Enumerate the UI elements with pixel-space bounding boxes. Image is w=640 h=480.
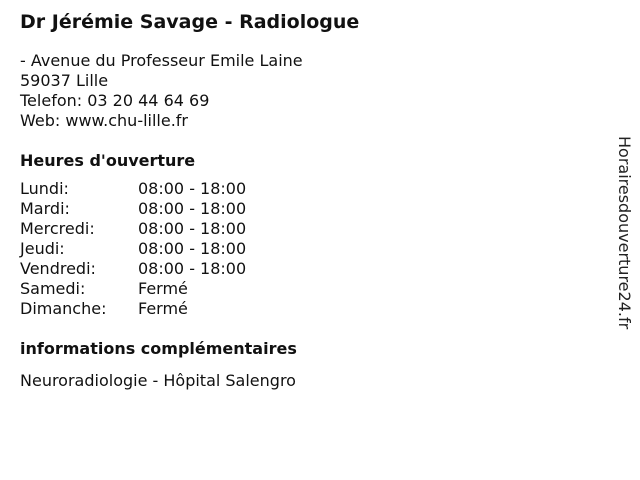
address-block (20, 51, 590, 131)
hours-row (20, 279, 590, 299)
day-label: Mardi: (20, 199, 70, 218)
page-title: Dr Jérémie Savage - Radiologue (20, 11, 360, 33)
day-label: Lundi: (20, 179, 69, 198)
day-label: Jeudi: (20, 239, 65, 258)
hours-row (20, 219, 590, 239)
hours-row (20, 239, 590, 259)
day-label: Dimanche: (20, 299, 107, 318)
additional-info-text: Neuroradiologie - Hôpital Salengro (20, 371, 296, 390)
day-label: Vendredi: (20, 259, 96, 278)
day-label: Samedi: (20, 279, 86, 298)
phone-number[interactable]: Telefon: 03 20 44 64 69 (20, 91, 210, 110)
hours-row (20, 199, 590, 219)
hours-row (20, 299, 590, 319)
hours-table (20, 179, 590, 319)
day-hours: Fermé (138, 299, 188, 318)
hours-row (20, 179, 590, 199)
day-hours: 08:00 - 18:00 (138, 219, 247, 238)
hours-heading: Heures d'ouverture (20, 151, 196, 170)
day-hours: 08:00 - 18:00 (138, 179, 247, 198)
day-hours: 08:00 - 18:00 (138, 259, 247, 278)
street-address: - Avenue du Professeur Emile Laine (20, 51, 303, 70)
hours-row (20, 259, 590, 279)
additional-info-heading: informations complémentaires (20, 339, 297, 358)
website-link[interactable]: Web: www.chu-lille.fr (20, 111, 189, 130)
day-hours: 08:00 - 18:00 (138, 199, 247, 218)
day-hours: 08:00 - 18:00 (138, 239, 247, 258)
site-watermark: Horairesdouverture24.fr (615, 136, 634, 330)
listing-card (20, 9, 590, 391)
city: 59037 Lille (20, 71, 109, 90)
day-label: Mercredi: (20, 219, 95, 238)
day-hours: Fermé (138, 279, 188, 298)
